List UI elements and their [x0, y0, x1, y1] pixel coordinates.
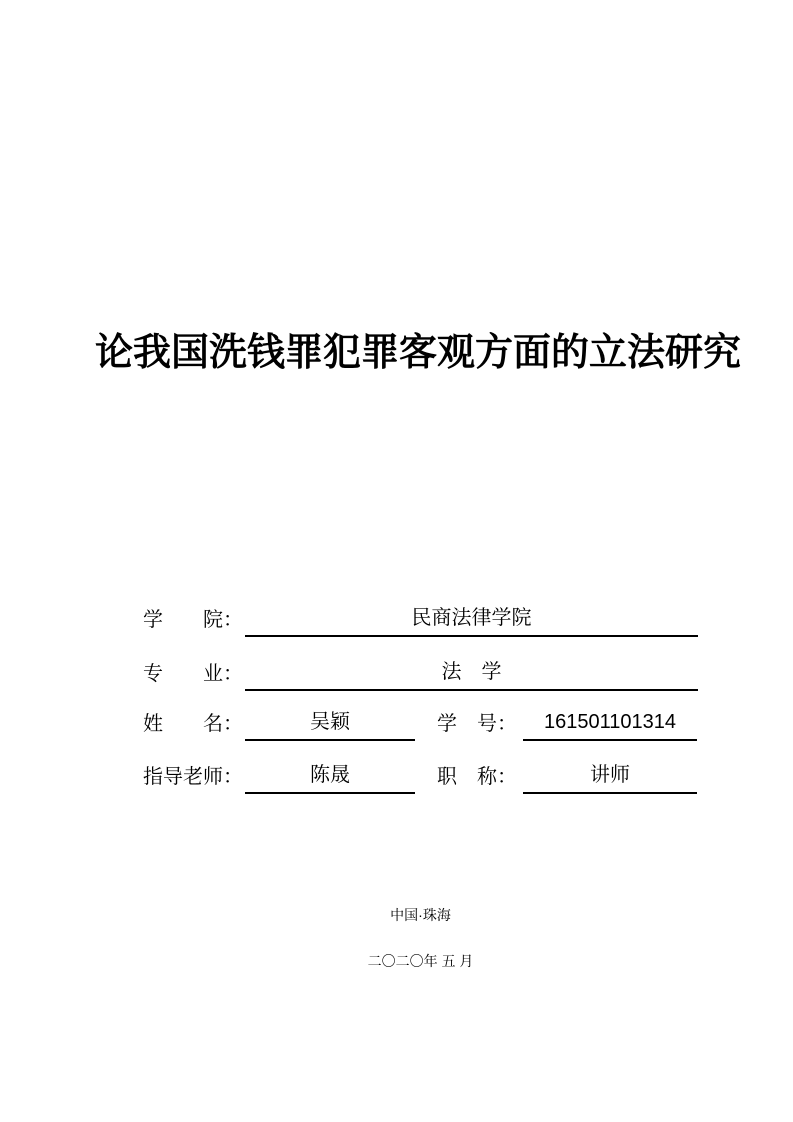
student-id-label: 学 号： — [437, 713, 517, 735]
name-label: 姓 名： — [143, 713, 243, 735]
advisor-label: 指导老师： — [143, 766, 243, 788]
major-value-field: 法 学 — [245, 659, 698, 691]
advisor-row — [143, 762, 697, 794]
student-id-value-field: 161501101314 — [523, 709, 697, 741]
name-row — [143, 709, 697, 741]
major-row — [143, 659, 698, 691]
advisor-title-value-field: 讲师 — [523, 762, 697, 794]
college-row — [143, 605, 698, 637]
college-value-field: 民商法律学院 — [245, 605, 698, 637]
location-text: 中国·珠海 — [390, 907, 451, 923]
major-label: 专 业： — [143, 663, 243, 685]
date-text: 二〇二〇年 五 月 — [367, 953, 474, 969]
advisor-title-label: 职 称： — [437, 766, 517, 788]
thesis-title: 论我国洗钱罪犯罪客观方面的立法研究 — [94, 332, 741, 374]
advisor-value-field: 陈晟 — [245, 762, 415, 794]
college-label: 学 院： — [143, 609, 243, 631]
name-value-field: 吴颖 — [245, 709, 415, 741]
